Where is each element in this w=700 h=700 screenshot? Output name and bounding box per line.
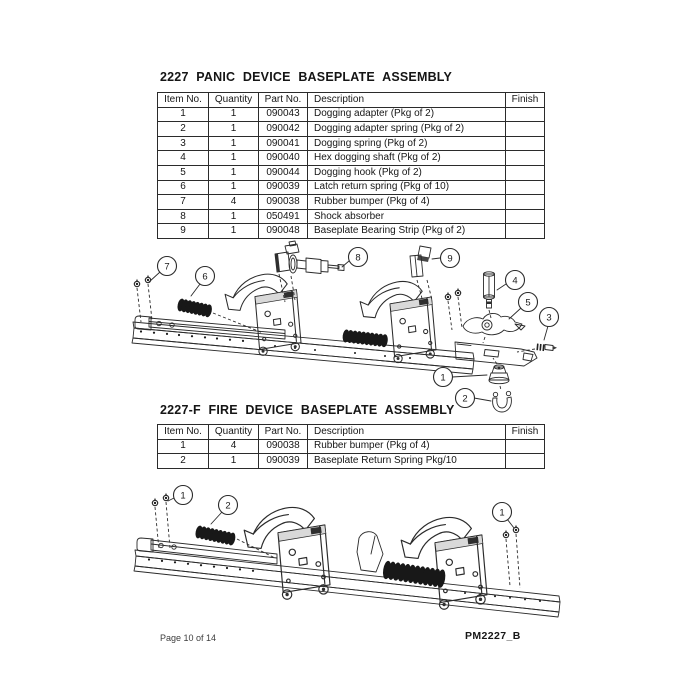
callout-balloons [168, 486, 514, 529]
column-header: Finish [506, 425, 545, 440]
rubber-bumper-pin [152, 498, 157, 506]
balloon-label: 4 [512, 275, 518, 287]
table-cell: 1 [209, 165, 259, 180]
fire-parts-table [157, 424, 545, 469]
table-cell [506, 122, 545, 137]
table-cell [506, 107, 545, 122]
table-cell [506, 439, 545, 454]
latch-return-spring [176, 298, 213, 318]
rubber-bumper-pin [163, 493, 168, 501]
table-row [158, 209, 545, 224]
table-cell: 090040 [259, 151, 308, 166]
table-cell [506, 454, 545, 469]
table-row [158, 136, 545, 151]
table-cell: 7 [158, 195, 209, 210]
balloon-label: 8 [355, 252, 361, 264]
table-cell: 1 [209, 224, 259, 239]
table-cell [506, 195, 545, 210]
table-cell: 2 [158, 122, 209, 137]
panic-parts-table [157, 92, 545, 239]
dogging-adapter [489, 365, 509, 384]
table-cell: 4 [158, 151, 209, 166]
table-cell: 090039 [259, 180, 308, 195]
table-cell: 2 [158, 454, 209, 469]
table-cell: 3 [158, 136, 209, 151]
balloon-label: 6 [202, 271, 208, 283]
baseplate-rail [134, 550, 560, 617]
dogging-spring-screw [536, 344, 557, 352]
table-cell: 1 [209, 136, 259, 151]
column-header: Part No. [259, 93, 308, 108]
table-row [158, 151, 545, 166]
table-row [158, 122, 545, 137]
rubber-bumper-pin [503, 530, 508, 538]
table-cell: Shock absorber [308, 209, 506, 224]
balloon-label: 9 [447, 253, 453, 265]
table-cell: 1 [209, 122, 259, 137]
table-row [158, 165, 545, 180]
wedge-bracket [357, 532, 383, 572]
table-cell [506, 209, 545, 224]
dogging-hook-plate [463, 313, 525, 334]
baseplate-return-spring [194, 525, 236, 546]
fire-section-title: 2227-F FIRE DEVICE BASEPLATE ASSEMBLY [160, 403, 455, 417]
table-cell [506, 180, 545, 195]
table-cell: Baseplate Bearing Strip (Pkg of 2) [308, 224, 506, 239]
channel-bar [135, 316, 285, 339]
header-row [158, 425, 545, 440]
table-cell: 050491 [259, 209, 308, 224]
column-header: Quantity [209, 425, 259, 440]
rubber-bumper-pin [134, 279, 139, 287]
column-header: Item No. [158, 93, 209, 108]
table-cell: 090042 [259, 122, 308, 137]
table-row [158, 439, 545, 454]
hex-dogging-shaft [484, 272, 495, 308]
table-cell: 6 [158, 180, 209, 195]
rubber-bumper-pin [445, 292, 450, 300]
table-row [158, 454, 545, 469]
table-cell: Dogging adapter (Pkg of 2) [308, 107, 506, 122]
table-cell: 1 [158, 439, 209, 454]
fire-assembly-diagram [125, 478, 585, 623]
table-cell [506, 224, 545, 239]
balloon-label: 1 [440, 372, 446, 384]
column-header: Description [308, 93, 506, 108]
column-header: Item No. [158, 425, 209, 440]
balloon-label: 3 [546, 312, 552, 324]
table-row [158, 195, 545, 210]
table-cell: 1 [209, 107, 259, 122]
table-cell: 8 [158, 209, 209, 224]
table-cell: 5 [158, 165, 209, 180]
dogging-hook-bracket [410, 246, 431, 277]
table-cell: 4 [209, 195, 259, 210]
balloon-label: 2 [225, 500, 231, 512]
table-cell [506, 165, 545, 180]
table-cell: 1 [209, 209, 259, 224]
balloon-label: 2 [462, 393, 468, 405]
latch-mechanism-right [360, 281, 436, 362]
balloon-label: 5 [525, 297, 531, 309]
shock-absorber [275, 241, 344, 274]
table-cell: 090041 [259, 136, 308, 151]
table-cell: Dogging adapter spring (Pkg of 2) [308, 122, 506, 137]
rail-spring [342, 329, 389, 347]
table-cell: Hex dogging shaft (Pkg of 2) [308, 151, 506, 166]
table-cell: 090038 [259, 439, 308, 454]
table-cell: Dogging hook (Pkg of 2) [308, 165, 506, 180]
table-cell [506, 151, 545, 166]
table-cell: 090044 [259, 165, 308, 180]
panic-assembly-diagram [125, 240, 585, 415]
balloon-label: 1 [499, 507, 505, 519]
table-cell [506, 136, 545, 151]
table-cell: Dogging spring (Pkg of 2) [308, 136, 506, 151]
table-row [158, 224, 545, 239]
table-row [158, 107, 545, 122]
table-cell: Baseplate Return Spring Pkg/10 [308, 454, 506, 469]
table-row [158, 180, 545, 195]
table-cell: 9 [158, 224, 209, 239]
table-cell: 090039 [259, 454, 308, 469]
table-cell: 1 [209, 151, 259, 166]
column-header: Part No. [259, 425, 308, 440]
table-cell: Rubber bumper (Pkg of 4) [308, 439, 506, 454]
table-cell: 1 [158, 107, 209, 122]
rubber-bumper-pin [455, 288, 460, 296]
panic-section-title: 2227 PANIC DEVICE BASEPLATE ASSEMBLY [160, 70, 453, 84]
page-number: Page 10 of 14 [160, 633, 217, 643]
latch-mechanism-right [401, 517, 487, 609]
table-cell: 090043 [259, 107, 308, 122]
table-cell: 1 [209, 180, 259, 195]
document-number: PM2227_B [465, 630, 521, 642]
table-cell: 1 [209, 454, 259, 469]
latch-mechanism-left [225, 274, 301, 355]
column-header: Description [308, 425, 506, 440]
table-cell: 4 [209, 439, 259, 454]
table-cell: Latch return spring (Pkg of 10) [308, 180, 506, 195]
column-header: Finish [506, 93, 545, 108]
balloon-label: 1 [180, 490, 186, 502]
adapter-spring-clip [493, 391, 512, 412]
table-cell: Rubber bumper (Pkg of 4) [308, 195, 506, 210]
table-cell: 090038 [259, 195, 308, 210]
table-cell: 090048 [259, 224, 308, 239]
column-header: Quantity [209, 93, 259, 108]
balloon-label: 7 [164, 261, 170, 273]
rubber-bumper-pin [513, 525, 518, 533]
header-row [158, 93, 545, 108]
